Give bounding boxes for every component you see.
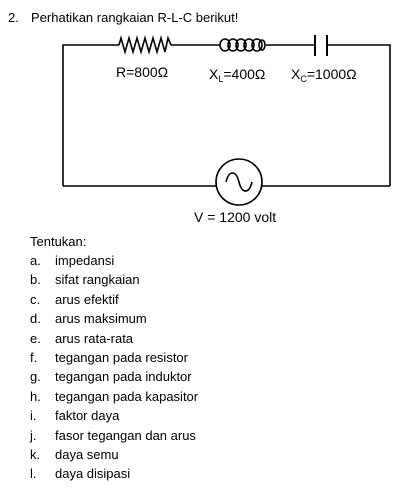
list-item [30,428,198,447]
list-item-marker: l. [30,466,37,482]
capacitor-label-value: =1000Ω [306,66,357,82]
list-item-text: tegangan pada kapasitor [55,388,199,404]
list-item-marker: k. [30,446,41,462]
resistor-label: R=800Ω [116,64,169,80]
list-item-text: arus efektif [55,291,119,307]
question-number: 2. [8,10,19,25]
capacitor-label-symbol: X [291,66,301,82]
list-item [30,408,198,427]
list-item-marker: f. [30,349,38,365]
list-item-text: daya semu [55,446,119,462]
list-item-text: impedansi [55,253,115,268]
list-item-marker: a. [30,253,41,268]
list-item-text: faktor daya [55,408,120,424]
list-item [30,389,198,408]
resistor-icon [119,38,171,52]
list-item-text: arus maksimum [55,311,147,327]
inductor-label [209,66,265,84]
list-item-marker: i. [30,408,37,424]
task-list [30,253,198,486]
list-item-marker: e. [30,330,41,346]
list-item [30,311,198,330]
list-item [30,447,198,466]
capacitor-label [291,66,357,84]
list-item-marker: b. [30,272,41,288]
wire-top-left [63,45,119,186]
list-item [30,292,198,311]
inductor-icon [220,39,265,51]
rlc-circuit-diagram [0,0,405,232]
list-item-text: daya disipasi [55,466,131,482]
ac-source-icon [216,159,262,205]
list-item [30,466,198,485]
inductor-label-subscript: L [218,74,224,84]
list-item-marker: g. [30,369,41,385]
inductor-label-value: =400Ω [223,66,266,82]
list-item [30,350,198,369]
list-item-text: tegangan pada resistor [55,349,188,365]
list-item [30,272,198,291]
list-item [30,331,198,350]
list-item-text: arus rata-rata [55,330,134,346]
list-item-marker: c. [30,291,41,307]
source-voltage-label: V = 1200 volt [194,209,277,225]
list-item-text: tegangan pada induktor [55,369,192,385]
list-item-marker: j. [30,427,37,443]
list-item [30,369,198,388]
capacitor-icon [315,35,327,56]
list-item-text: fasor tegangan dan arus [55,427,196,443]
list-item-marker: d. [30,311,41,327]
list-item-text: sifat rangkaian [55,272,140,288]
list-item [30,253,198,272]
inductor-label-symbol: X [209,66,219,82]
capacitor-label-subscript: C [300,74,307,84]
question-prompt: Perhatikan rangkaian R-L-C berikut! [31,10,239,25]
list-item-marker: h. [30,388,41,404]
instructions-heading: Tentukan: [30,234,87,249]
